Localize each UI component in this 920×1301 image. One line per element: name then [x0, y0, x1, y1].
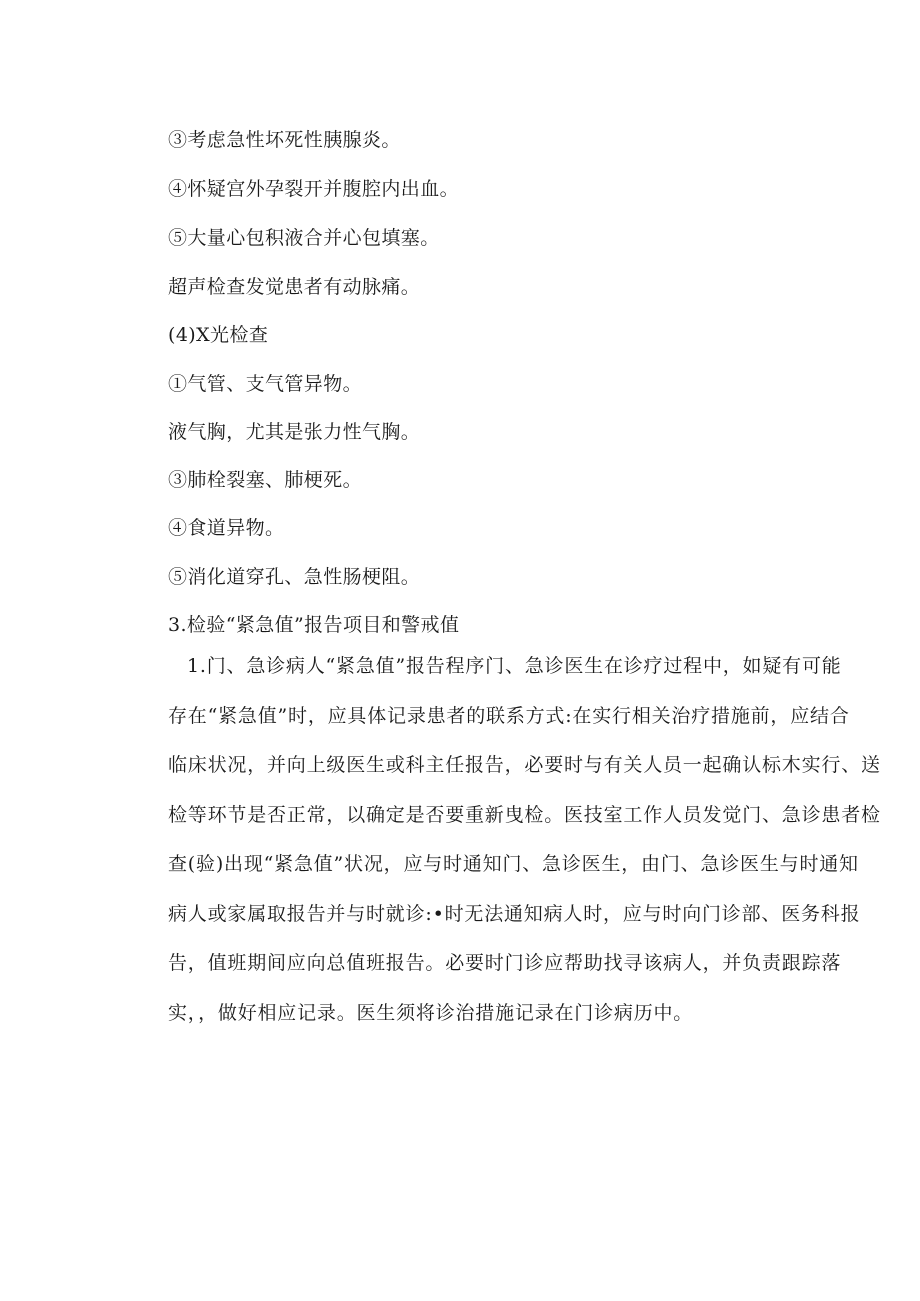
- paragraph-line: 查(验)出现“紧急值”状况，应与时通知门、急诊医生，由门、急诊医生与时通知: [168, 853, 859, 875]
- item-perforation: ⑤消化道穿孔、急性肠梗阻。: [168, 566, 421, 588]
- item-airway-foreign-body: ①气管、支气管异物。: [168, 373, 363, 395]
- paragraph-line: 临床状况，并向上级医生或科主任报告，必要时与有关人员一起确认标木实行、送: [168, 754, 881, 776]
- section-heading-critical-values: 3.检验“紧急值”报告项目和警戒值: [168, 614, 460, 636]
- paragraph-line: 病人或家属取报告并与时就诊:•时无法通知病人时，应与时向门诊部、医务科报: [168, 902, 861, 925]
- item-pneumothorax: 液气胸，尤其是张力性气胸。: [168, 421, 421, 443]
- paragraph-line: 告，值班期间应向总值班报告。必要时门诊应帮助找寻该病人，并负责跟踪落: [168, 952, 842, 974]
- critical-value-procedure-paragraph: [168, 654, 881, 1050]
- item-pericardial-effusion: ⑤大量心包积液合并心包填塞。: [168, 227, 440, 249]
- item-esophageal-foreign-body: ④食道异物。: [168, 517, 285, 539]
- section-heading-xray: (4)X光检查: [168, 324, 269, 346]
- paragraph-line: 检等环节是否正常，以确定是否要重新曳检。医技室工作人员发觉门、急诊患者检: [168, 803, 881, 826]
- item-ectopic-pregnancy: ④怀疑宫外孕裂开并腹腔内出血。: [168, 178, 460, 200]
- item-pancreatitis: ③考虑急性坏死性胰腺炎。: [168, 129, 401, 151]
- paragraph-line: 1.门、急诊病人“紧急值”报告程序门、急诊医生在诊疗过程中，如疑有可能: [187, 655, 842, 677]
- paragraph-line: 存在“紧急值”时，应具体记录患者的联系方式:在实行相关治疗措施前，应结合: [168, 704, 850, 727]
- item-ultrasound-finding: 超声检查发觉患者有动脉痛。: [168, 276, 421, 298]
- item-pulmonary-embolism: ③肺栓裂塞、肺梗死。: [168, 469, 363, 491]
- paragraph-line: 实，，做好相应记录。医生须将诊治措施记录在门诊病历中。: [168, 1001, 694, 1024]
